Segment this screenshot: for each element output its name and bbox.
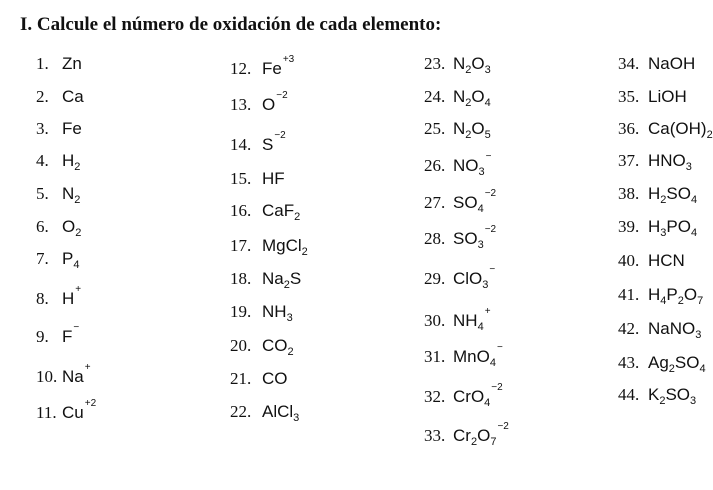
chemical-formula bbox=[262, 169, 285, 188]
subscript: 2 bbox=[470, 436, 478, 448]
formula-text: NO bbox=[453, 156, 479, 175]
exercise-item bbox=[230, 130, 286, 154]
formula-text: Ca bbox=[62, 87, 84, 106]
chemical-formula bbox=[262, 302, 293, 324]
formula-text: SO bbox=[453, 193, 478, 212]
subscript: 3 bbox=[685, 161, 692, 173]
chemical-formula bbox=[648, 319, 702, 341]
chemical-formula bbox=[453, 151, 492, 178]
subscript: 4 bbox=[690, 227, 698, 239]
subscript: 4 bbox=[660, 295, 667, 307]
chemical-formula bbox=[453, 188, 497, 215]
exercise-item bbox=[230, 54, 295, 78]
subscript: 4 bbox=[477, 321, 484, 333]
subscript: 5 bbox=[484, 129, 491, 141]
exercise-item bbox=[424, 54, 491, 76]
exercise-number: 32. bbox=[424, 387, 446, 406]
charge-superscript: +2 bbox=[84, 398, 97, 409]
subscript: 2 bbox=[659, 395, 666, 407]
chemical-formula bbox=[648, 285, 704, 307]
chemical-formula bbox=[453, 342, 503, 369]
chemical-formula bbox=[262, 130, 286, 154]
charge-superscript: −2 bbox=[274, 130, 286, 141]
exercise-number: 25. bbox=[424, 119, 446, 138]
formula-text: NH bbox=[453, 311, 478, 330]
chemical-formula bbox=[262, 336, 294, 358]
exercise-item bbox=[618, 217, 698, 239]
chemical-formula bbox=[453, 421, 509, 448]
exercise-number: 38. bbox=[618, 184, 640, 203]
charge-superscript: −2 bbox=[497, 421, 509, 432]
charge-superscript: − bbox=[485, 151, 492, 162]
exercise-item bbox=[230, 269, 302, 291]
exercise-number: 42. bbox=[618, 319, 640, 338]
exercise-item bbox=[618, 319, 702, 341]
exercise-number: 36. bbox=[618, 119, 640, 138]
exercise-item bbox=[36, 249, 80, 271]
worksheet-title: I. Calcule el número de oxidación de cada elemento: bbox=[20, 14, 442, 35]
exercise-number: 23. bbox=[424, 54, 446, 73]
formula-text: SO bbox=[674, 353, 700, 372]
exercise-item bbox=[36, 184, 81, 206]
chemical-formula bbox=[262, 369, 288, 388]
exercise-number: 24. bbox=[424, 87, 446, 106]
subscript: 3 bbox=[660, 227, 667, 239]
formula-text: Ag bbox=[648, 353, 669, 372]
exercise-number: 35. bbox=[618, 87, 640, 106]
chemical-formula bbox=[62, 184, 81, 206]
exercise-item bbox=[36, 55, 82, 72]
formula-text: H bbox=[648, 285, 661, 304]
exercise-item bbox=[618, 184, 698, 206]
subscript: 2 bbox=[294, 211, 301, 223]
chemical-formula bbox=[62, 54, 82, 73]
exercise-number: 20. bbox=[230, 336, 252, 355]
exercise-number: 18. bbox=[230, 269, 252, 288]
exercise-number: 9. bbox=[36, 327, 49, 346]
subscript: 2 bbox=[75, 227, 82, 239]
exercise-item bbox=[36, 362, 91, 386]
chemical-formula bbox=[62, 249, 80, 271]
subscript: 4 bbox=[484, 97, 491, 109]
formula-text: Cu bbox=[62, 403, 84, 422]
charge-superscript: + bbox=[75, 284, 82, 295]
exercise-item bbox=[618, 285, 704, 307]
chemical-formula bbox=[648, 385, 697, 407]
exercise-number: 33. bbox=[424, 426, 446, 445]
exercise-item bbox=[424, 306, 491, 333]
exercise-item bbox=[230, 302, 293, 324]
charge-superscript: −2 bbox=[276, 90, 288, 101]
exercise-item bbox=[618, 88, 687, 105]
formula-text: CO bbox=[262, 369, 288, 388]
chemical-formula bbox=[453, 119, 491, 141]
exercise-number: 2. bbox=[36, 87, 49, 106]
chemical-formula bbox=[62, 398, 97, 422]
chemical-formula bbox=[62, 87, 84, 106]
chemical-formula bbox=[648, 54, 695, 73]
formula-text: H bbox=[648, 217, 661, 236]
formula-text: NaNO bbox=[648, 319, 696, 338]
chemical-formula bbox=[262, 269, 302, 291]
exercise-number: 26. bbox=[424, 156, 446, 175]
chemical-formula bbox=[648, 184, 698, 206]
exercise-item bbox=[36, 88, 84, 105]
chemical-formula bbox=[262, 402, 300, 424]
chemical-formula bbox=[453, 224, 497, 251]
formula-text: S bbox=[289, 269, 302, 288]
formula-text: Zn bbox=[62, 54, 82, 73]
exercise-item bbox=[230, 402, 300, 424]
chemical-formula bbox=[648, 151, 692, 173]
subscript: 2 bbox=[706, 129, 713, 141]
exercise-item bbox=[36, 398, 97, 422]
subscript: 2 bbox=[74, 161, 81, 173]
formula-text: ClO bbox=[453, 269, 483, 288]
formula-text: NH bbox=[262, 302, 287, 321]
exercise-number: 4. bbox=[36, 151, 49, 170]
formula-text: SO bbox=[666, 184, 691, 203]
subscript: 7 bbox=[490, 436, 497, 448]
exercise-item bbox=[424, 151, 492, 178]
exercise-item bbox=[230, 90, 288, 114]
chemical-formula bbox=[262, 236, 308, 258]
formula-text: NaOH bbox=[648, 54, 696, 73]
exercise-number: 11. bbox=[36, 403, 57, 422]
chemical-formula bbox=[648, 353, 706, 375]
formula-text: H bbox=[62, 151, 75, 170]
chemical-formula bbox=[62, 151, 81, 173]
formula-text: PO bbox=[666, 217, 691, 236]
chemical-formula bbox=[62, 119, 82, 138]
formula-text: N bbox=[62, 184, 75, 203]
subscript: 2 bbox=[287, 346, 294, 358]
charge-superscript: −2 bbox=[484, 224, 497, 235]
exercise-number: 40. bbox=[618, 251, 640, 270]
chemical-formula bbox=[648, 119, 713, 141]
exercise-item bbox=[36, 322, 80, 346]
chemical-formula bbox=[453, 264, 496, 291]
chemical-formula bbox=[453, 306, 491, 333]
exercise-number: 12. bbox=[230, 59, 252, 78]
exercise-number: 30. bbox=[424, 311, 446, 330]
exercise-number: 41. bbox=[618, 285, 640, 304]
exercise-item bbox=[424, 382, 503, 409]
charge-superscript: − bbox=[489, 264, 496, 275]
formula-text: CrO bbox=[453, 387, 485, 406]
exercise-number: 8. bbox=[36, 289, 49, 308]
exercise-number: 6. bbox=[36, 217, 49, 236]
chemical-formula bbox=[62, 284, 82, 308]
subscript: 4 bbox=[489, 357, 496, 369]
exercise-item bbox=[618, 151, 692, 173]
subscript: 2 bbox=[465, 129, 472, 141]
exercise-number: 29. bbox=[424, 269, 446, 288]
subscript: 2 bbox=[660, 194, 667, 206]
exercise-number: 22. bbox=[230, 402, 252, 421]
exercise-item bbox=[230, 370, 288, 387]
exercise-number: 16. bbox=[230, 201, 252, 220]
formula-text: SO bbox=[665, 385, 691, 404]
formula-text: O bbox=[477, 426, 491, 445]
formula-text: MgCl bbox=[262, 236, 302, 255]
exercise-item bbox=[36, 284, 82, 308]
chemical-formula bbox=[453, 87, 491, 109]
chemical-formula bbox=[453, 382, 503, 409]
formula-text: HCN bbox=[648, 251, 685, 270]
subscript: 4 bbox=[699, 363, 706, 375]
exercise-number: 27. bbox=[424, 193, 446, 212]
subscript: 2 bbox=[465, 97, 472, 109]
charge-superscript: + bbox=[484, 306, 491, 317]
subscript: 2 bbox=[74, 194, 81, 206]
exercise-item bbox=[230, 336, 294, 358]
exercise-item bbox=[424, 119, 491, 141]
formula-text: SO bbox=[453, 229, 478, 248]
formula-text: Na bbox=[62, 367, 84, 386]
formula-text: H bbox=[62, 289, 75, 308]
formula-text: Ca(OH) bbox=[648, 119, 707, 138]
exercise-number: 1. bbox=[36, 54, 49, 73]
exercise-item bbox=[424, 264, 496, 291]
exercise-number: 13. bbox=[230, 95, 252, 114]
chemical-formula bbox=[262, 201, 301, 223]
exercise-item bbox=[618, 119, 713, 141]
formula-text: N bbox=[453, 87, 466, 106]
subscript: 3 bbox=[695, 329, 702, 341]
formula-text: CaF bbox=[262, 201, 295, 220]
charge-superscript: −2 bbox=[491, 382, 503, 393]
formula-text: O bbox=[471, 87, 485, 106]
subscript: 2 bbox=[283, 279, 290, 291]
exercise-number: 17. bbox=[230, 236, 252, 255]
chemical-formula bbox=[648, 87, 687, 106]
subscript: 3 bbox=[286, 312, 293, 324]
formula-text: Fe bbox=[62, 119, 82, 138]
formula-text: P bbox=[62, 249, 74, 268]
chemical-formula bbox=[453, 54, 491, 76]
exercise-number: 15. bbox=[230, 169, 252, 188]
formula-text: H bbox=[648, 184, 661, 203]
charge-superscript: +3 bbox=[282, 54, 295, 65]
exercise-item bbox=[230, 236, 308, 258]
exercise-item bbox=[424, 224, 497, 251]
subscript: 4 bbox=[690, 194, 698, 206]
formula-text: Cr bbox=[453, 426, 471, 445]
formula-text: N bbox=[453, 54, 466, 73]
subscript: 2 bbox=[677, 295, 684, 307]
subscript: 2 bbox=[301, 246, 308, 258]
exercise-number: 31. bbox=[424, 347, 446, 366]
subscript: 3 bbox=[477, 239, 484, 251]
formula-text: O bbox=[262, 95, 276, 114]
subscript: 3 bbox=[482, 279, 489, 291]
exercise-number: 3. bbox=[36, 119, 49, 138]
exercise-item bbox=[36, 120, 82, 137]
exercise-number: 10. bbox=[36, 367, 58, 386]
subscript: 4 bbox=[477, 203, 484, 215]
chemical-formula bbox=[648, 217, 698, 239]
chemical-formula bbox=[62, 322, 80, 346]
subscript: 3 bbox=[293, 412, 300, 424]
formula-text: LiOH bbox=[648, 87, 687, 106]
subscript: 7 bbox=[697, 295, 704, 307]
exercise-number: 14. bbox=[230, 135, 252, 154]
exercise-item bbox=[424, 342, 503, 369]
formula-text: P bbox=[666, 285, 678, 304]
exercise-number: 7. bbox=[36, 249, 49, 268]
formula-text: O bbox=[62, 217, 76, 236]
exercise-item bbox=[618, 252, 685, 269]
exercise-item bbox=[36, 151, 81, 173]
formula-text: Na bbox=[262, 269, 284, 288]
subscript: 3 bbox=[478, 166, 485, 178]
charge-superscript: − bbox=[73, 322, 80, 333]
exercise-item bbox=[618, 353, 706, 375]
exercise-number: 44. bbox=[618, 385, 640, 404]
formula-text: K bbox=[648, 385, 660, 404]
exercise-item bbox=[230, 170, 285, 187]
exercise-item bbox=[230, 201, 301, 223]
formula-text: AlCl bbox=[262, 402, 294, 421]
exercise-number: 37. bbox=[618, 151, 640, 170]
exercise-item bbox=[424, 421, 509, 448]
formula-text: O bbox=[471, 119, 485, 138]
exercise-number: 21. bbox=[230, 369, 252, 388]
exercise-number: 19. bbox=[230, 302, 252, 321]
exercise-number: 28. bbox=[424, 229, 446, 248]
formula-text: O bbox=[683, 285, 698, 304]
chemical-formula bbox=[262, 54, 295, 78]
formula-text: F bbox=[62, 327, 73, 346]
formula-text: HF bbox=[262, 169, 285, 188]
exercise-number: 34. bbox=[618, 54, 640, 73]
exercise-item bbox=[424, 87, 491, 109]
exercise-number: 39. bbox=[618, 217, 640, 236]
exercise-item bbox=[424, 188, 497, 215]
subscript: 2 bbox=[668, 363, 675, 375]
subscript: 3 bbox=[690, 395, 697, 407]
charge-superscript: + bbox=[84, 362, 91, 373]
charge-superscript: − bbox=[496, 342, 503, 353]
subscript: 4 bbox=[484, 397, 491, 409]
subscript: 4 bbox=[73, 259, 80, 271]
exercise-item bbox=[618, 55, 695, 72]
subscript: 2 bbox=[465, 64, 472, 76]
charge-superscript: −2 bbox=[484, 188, 497, 199]
subscript: 3 bbox=[484, 64, 491, 76]
chemical-formula bbox=[262, 90, 288, 114]
formula-text: N bbox=[453, 119, 466, 138]
chemical-formula bbox=[62, 217, 82, 239]
exercise-item bbox=[618, 385, 697, 407]
formula-text: MnO bbox=[453, 347, 490, 366]
formula-text: Fe bbox=[262, 59, 282, 78]
chemical-formula bbox=[648, 251, 685, 270]
exercise-number: 43. bbox=[618, 353, 640, 372]
chemical-formula bbox=[62, 362, 91, 386]
formula-text: CO bbox=[262, 336, 288, 355]
formula-text: S bbox=[262, 135, 274, 154]
exercise-item bbox=[36, 217, 82, 239]
formula-text: O bbox=[471, 54, 485, 73]
exercise-number: 5. bbox=[36, 184, 49, 203]
formula-text: HNO bbox=[648, 151, 686, 170]
